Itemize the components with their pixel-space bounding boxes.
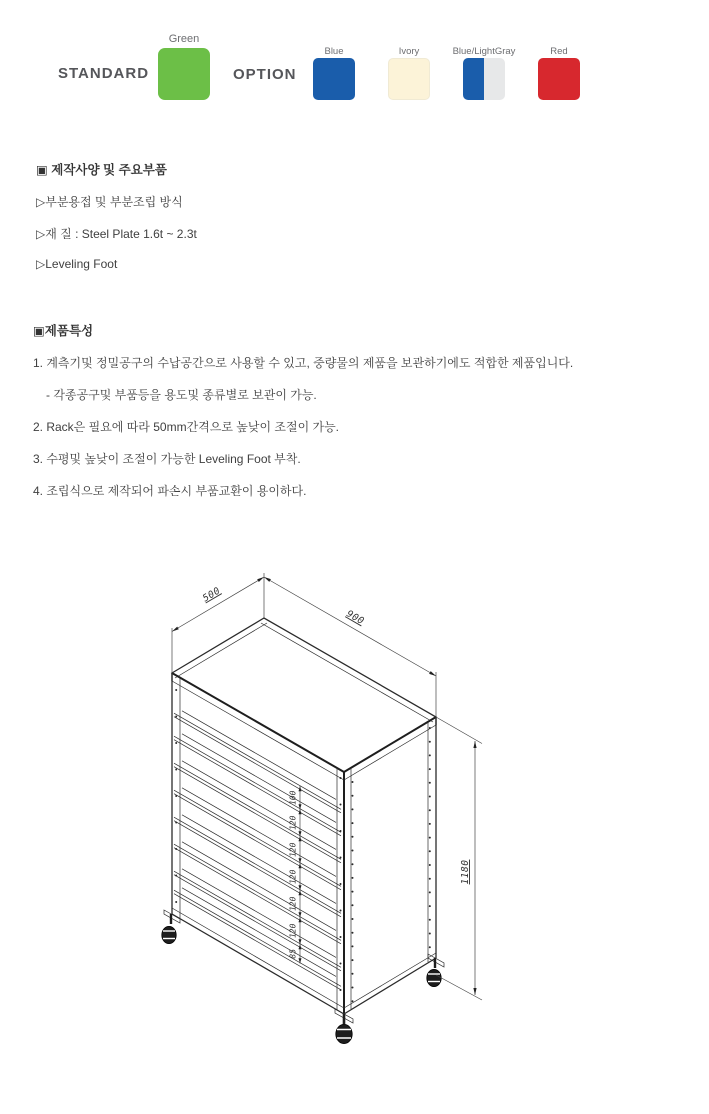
dim-width-label: 900 [344, 608, 367, 628]
dimension-depth [172, 573, 264, 673]
standard-swatch-label: Green [168, 33, 200, 45]
shelf-gap-label: 120 [288, 815, 298, 831]
features-section-title: ▣제품특성 [33, 324, 94, 338]
dimension-height [436, 717, 482, 1000]
cabinet-top-face [172, 618, 436, 780]
shelf-gap-label: 120 [288, 923, 298, 939]
shelf-gap-label: 120 [288, 896, 298, 912]
shelf-gap-label: 120 [288, 869, 298, 885]
shelf-gap-label: 100 [288, 790, 298, 806]
standard-label: STANDARD [58, 65, 150, 82]
feature-item: 1. 계측기및 정밀공구의 수납공간으로 사용할 수 있고, 중량물의 제품을 보관하기에도 적합한 제품입니다. [33, 356, 574, 370]
option-swatch-label-ivory: Ivory [398, 46, 420, 57]
shelf-gap-label: 120 [288, 842, 298, 858]
caster-front [335, 1009, 353, 1044]
cabinet-shelves [174, 711, 341, 990]
hole-column-right-back [429, 727, 431, 948]
option-swatch-label-red: Red [550, 46, 568, 57]
option-swatch-label-blue: Blue [324, 46, 344, 57]
option-swatch-label-blue-lightgray: Blue/LightGray [452, 46, 516, 57]
hole-column-right-front [352, 781, 354, 1002]
shelf-gap-dimension [289, 786, 302, 964]
dim-height-label: 1180 [460, 859, 471, 885]
feature-item: 4. 조립식으로 제작되어 파손시 부품교환이 용이하다. [33, 484, 307, 498]
caster-right [427, 954, 444, 987]
caster-left [162, 910, 180, 944]
feature-item: 3. 수평및 높낮이 조절이 가능한 Leveling Foot 부착. [33, 452, 301, 466]
shelf-gap-label: 85 [288, 948, 298, 959]
hole-column-left-post [175, 689, 177, 903]
feature-item: 2. Rack은 필요에 따라 50mm간격으로 높낮이 조절이 가능. [33, 420, 340, 434]
spec-item: ▷Leveling Foot [36, 257, 118, 271]
dim-depth-label: 500 [200, 585, 223, 605]
option-label: OPTION [233, 66, 297, 83]
spec-item: ▷재 질 : Steel Plate 1.6t ~ 2.3t [36, 227, 197, 241]
spec-section-title: ▣ 제작사양 및 주요부품 [36, 163, 167, 177]
feature-subitem: - 각종공구및 부품등을 용도및 종류별로 보관이 가능. [46, 388, 317, 402]
spec-item: ▷부분용접 및 부분조립 방식 [36, 195, 183, 209]
cabinet-edges [172, 673, 436, 1014]
dimension-width [264, 577, 436, 717]
